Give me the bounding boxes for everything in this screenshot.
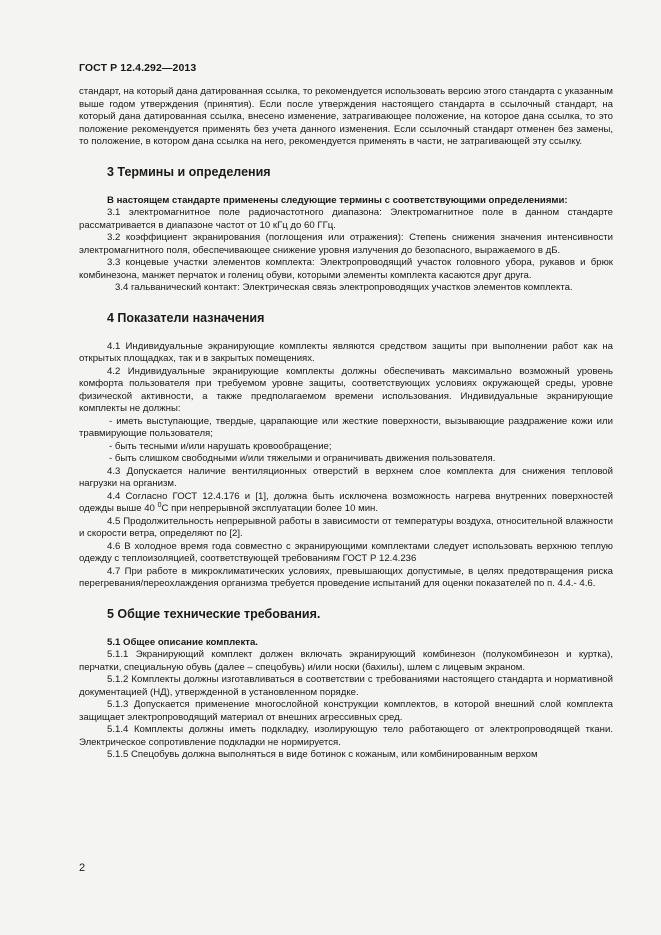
para-4-7: 4.7 При работе в микроклиматических условиях, превышающих допустимые, в целях предотвращения риска перегревания/переохлаждения организма требуется проведение испытаний для оценки показателей по п. 4.4.- 4.6. bbox=[79, 565, 613, 589]
para-5-1-2: 5.1.2 Комплекты должны изготавливаться в соответствии с требованиями настоящего стандарта и нормативной документацией (НД), утвержденной в установленном порядке. bbox=[79, 674, 613, 698]
para-4-5: 4.5 Продолжительность непрерывной работы в зависимости от температуры воздуха, относительной влажности и скорости ветра, определяют по [2]. bbox=[79, 515, 613, 539]
para-5-1-1: 5.1.1 Экранирующий комплект должен включать экранирующий комбинезон (полукомбинезон и куртка), перчатки, специальную обувь (далее – спецобувь) и/или носки (бахилы), шлем с лицевым экраном. bbox=[79, 649, 613, 673]
para-4-3: 4.3 Допускается наличие вентиляционных отверстий в верхнем слое комплекта для снижения тепловой нагрузки на организм. bbox=[79, 465, 613, 489]
para-4-4 bbox=[79, 491, 613, 516]
document-body bbox=[79, 86, 613, 762]
section-4-title: 4 Показатели назначения bbox=[107, 310, 265, 325]
section-3-lead: В настоящем стандарте применены следующие термины с соответствующими определениями: bbox=[107, 194, 568, 206]
list-item: - быть тесными и/или нарушать кровообращение; bbox=[109, 440, 332, 452]
para-5-1-4: 5.1.4 Комплекты должны иметь подкладку, изолирующую тело работающего от электропроводящей ткани. Электрическое сопротивление подкладки не нормируется. bbox=[79, 724, 613, 748]
list-item: - быть слишком свободными и/или тяжелыми и ограничивать движения пользователя. bbox=[109, 453, 496, 464]
term-3-3: 3.3 концевые участки элементов комплекта: Электропроводящий участок головного убора, рукавов и брюк комбинезона, манжет перчаток и голениц обуви, которыми элементы комплекта касаются друг друга. bbox=[79, 257, 613, 281]
para-4-2: 4.2 Индивидуальные экранирующие комплекты должны обеспечивать максимально возможный уровень комфорта пользователя при требуемом уровне защиты, соответствующих условиях окружающей среды, уровне физической активности, а также предполагаемом времени использования. Индивидуальные экранирующие комплекты не должны: bbox=[79, 365, 613, 414]
section-5-title: 5 Общие технические требования. bbox=[107, 606, 321, 621]
list-item: - иметь выступающие, твердые, царапающие или жесткие поверхности, вызывающие раздражение кожи или травмирующие пользователя; bbox=[79, 415, 613, 439]
term-3-2: 3.2 коэффициент экранирования (поглощения или отражения): Степень снижения значения интенсивности электромагнитного поля, обеспечивающее снижение уровня излучения до безопасного, выражаемого в дБ. bbox=[79, 232, 613, 256]
subsection-5-1-title: 5.1 Общее описание комплекта. bbox=[107, 636, 258, 648]
para-4-6: 4.6 В холодное время года совместно с экранирующими комплектами следует использовать верхнюю теплую одежду с теплоизоляцией, соответствующей требованиям ГОСТ Р 12.4.236 bbox=[79, 540, 613, 564]
intro-paragraph: стандарт, на который дана датированная ссылка, то рекомендуется использовать версию этого стандарта с указанным выше годом утверждения (принятия). Если после утверждения настоящего стандарта в ссылочный стандарт, на который дана датированная ссылка, внесено изменение, затрагивающее положение, на которое дана ссылка, то это положение рекомендуется применять без учета данного изменения. Если ссылочный стандарт отменен без замены, то положение, в котором дана ссылка на него, рекомендуется применять в части, не затрагивающей эту ссылку. bbox=[79, 86, 613, 147]
document-header: ГОСТ Р 12.4.292—2013 bbox=[79, 62, 197, 74]
term-3-4: 3.4 гальванический контакт: Электрическая связь электропроводящих участков элементов комплекта. bbox=[115, 282, 573, 293]
para-5-1-3: 5.1.3 Допускается применение многослойной конструкции комплектов, в которой внешний слой комплекта защищает электропроводящий материал от внешних агрессивных сред. bbox=[79, 699, 613, 723]
term-3-1: 3.1 электромагнитное поле радиочастотного диапазона: Электромагнитное поле в данном стандарте рассматривается в диапазоне частот от 10 кГц до 60 ГГц. bbox=[79, 207, 613, 231]
para-4-4-text-b: С при непрерывной эксплуатации более 10 мин. bbox=[161, 503, 379, 514]
page-number: 2 bbox=[79, 862, 86, 874]
para-4-1: 4.1 Индивидуальные экранирующие комплекты являются средством защиты при выполнении работ как на открытых площадках, так и в закрытых помещениях. bbox=[79, 340, 613, 364]
para-4-4-text-a: 4.4 Согласно ГОСТ 12.4.176 и [1], должна быть исключена возможность нагрева внутренних поверхностей одежды выше 40 bbox=[79, 490, 613, 514]
section-3-title: 3 Термины и определения bbox=[107, 164, 271, 179]
para-5-1-5: 5.1.5 Спецобувь должна выполняться в виде ботинок с кожаным, или комбинированным верхом bbox=[107, 749, 538, 760]
degree-superscript: 0 bbox=[157, 501, 162, 509]
